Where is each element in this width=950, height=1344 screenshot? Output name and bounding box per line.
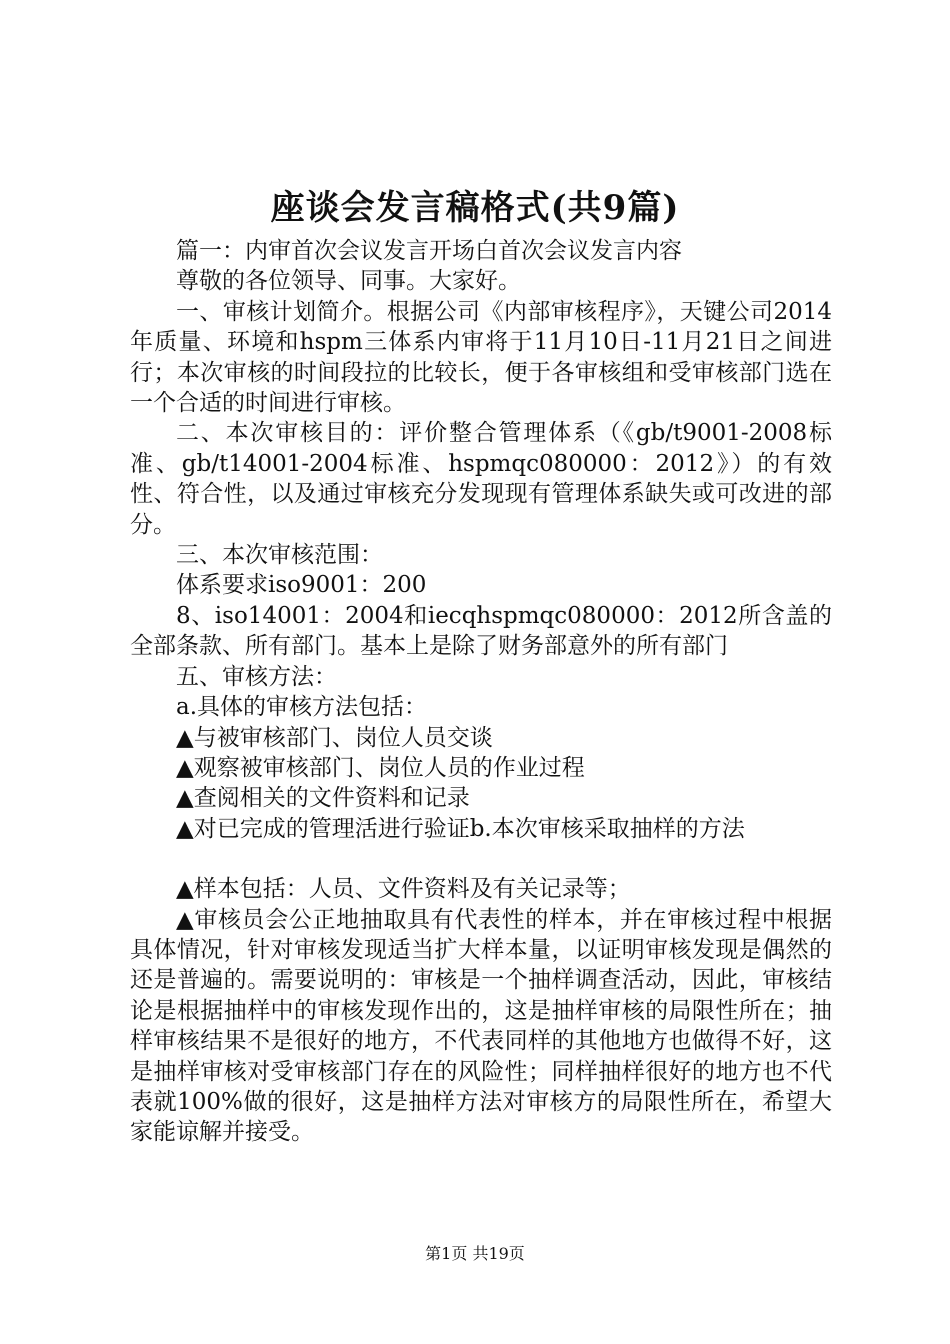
paragraph-audit-scope: 三、本次审核范围： [176,542,383,569]
paragraph-greeting: 尊敬的各位领导、同事。大家好。 [176,268,521,295]
list-item: ▲对已完成的管理活进行验证b.本次审核采取抽样的方法 [176,815,745,842]
paragraph-method-list-intro: a.具体的审核方法包括： [176,694,428,721]
document-body [130,236,832,1148]
paragraph-audit-purpose: 二、本次审核目的：评价整合管理体系（《gb/t9001-2008标准、gb/t14001-2004标准、hspmqc080000：2012》）的有效性、符合性，以及通过审核充分发现现有管理体系缺失或可改进的部分。 [130,420,832,538]
page-number: 第1页 共19页 [425,1244,525,1263]
list-item: ▲查阅相关的文件资料和记录 [176,785,470,812]
paragraph-system-requirements: 体系要求iso9001：200 [176,572,427,599]
document-title: 座谈会发言稿格式(共9篇) [270,188,680,228]
paragraph-standards: 8、iso14001：2004和iecqhspmqc080000：2012所含盖的全部条款、所有部门。基本上是除了财务部意外的所有部门 [130,602,832,660]
list-item: ▲审核员会公正地抽取具有代表性的样本，并在审核过程中根据具体情况，针对审核发现适当扩大样本量，以证明审核发现是偶然的还是普遍的。需要说明的：审核是一个抽样调查活动，因此，审核结论是根据抽样中的审核发现作出的，这是抽样审核的局限性所在；抽样审核结果不是很好的地方，不代表同样的其他地方也做得不好，这是抽样审核对受审核部门存在的风险性；同样抽样很好的地方也不代表就100%做的很好，这是抽样方法对审核方的局限性所在，希望大家能谅解并接受。 [130,906,832,1146]
list-item: ▲与被审核部门、岗位人员交谈 [176,724,493,751]
list-item: ▲样本包括：人员、文件资料及有关记录等； [176,876,631,903]
paragraph-audit-plan: 一、审核计划简介。根据公司《内部审核程序》，天键公司2014年质量、环境和hspm三体系内审将于11月10日-11月21日之间进行；本次审核的时间段拉的比较长，便于各审核组和受审核部门选在一个合适的时间进行审核。 [130,298,832,417]
list-item: ▲观察被审核部门、岗位人员的作业过程 [176,754,585,781]
paragraph-audit-method: 五、审核方法： [176,663,337,690]
paragraph-heading: 篇一：内审首次会议发言开场白首次会议发言内容 [176,238,682,264]
